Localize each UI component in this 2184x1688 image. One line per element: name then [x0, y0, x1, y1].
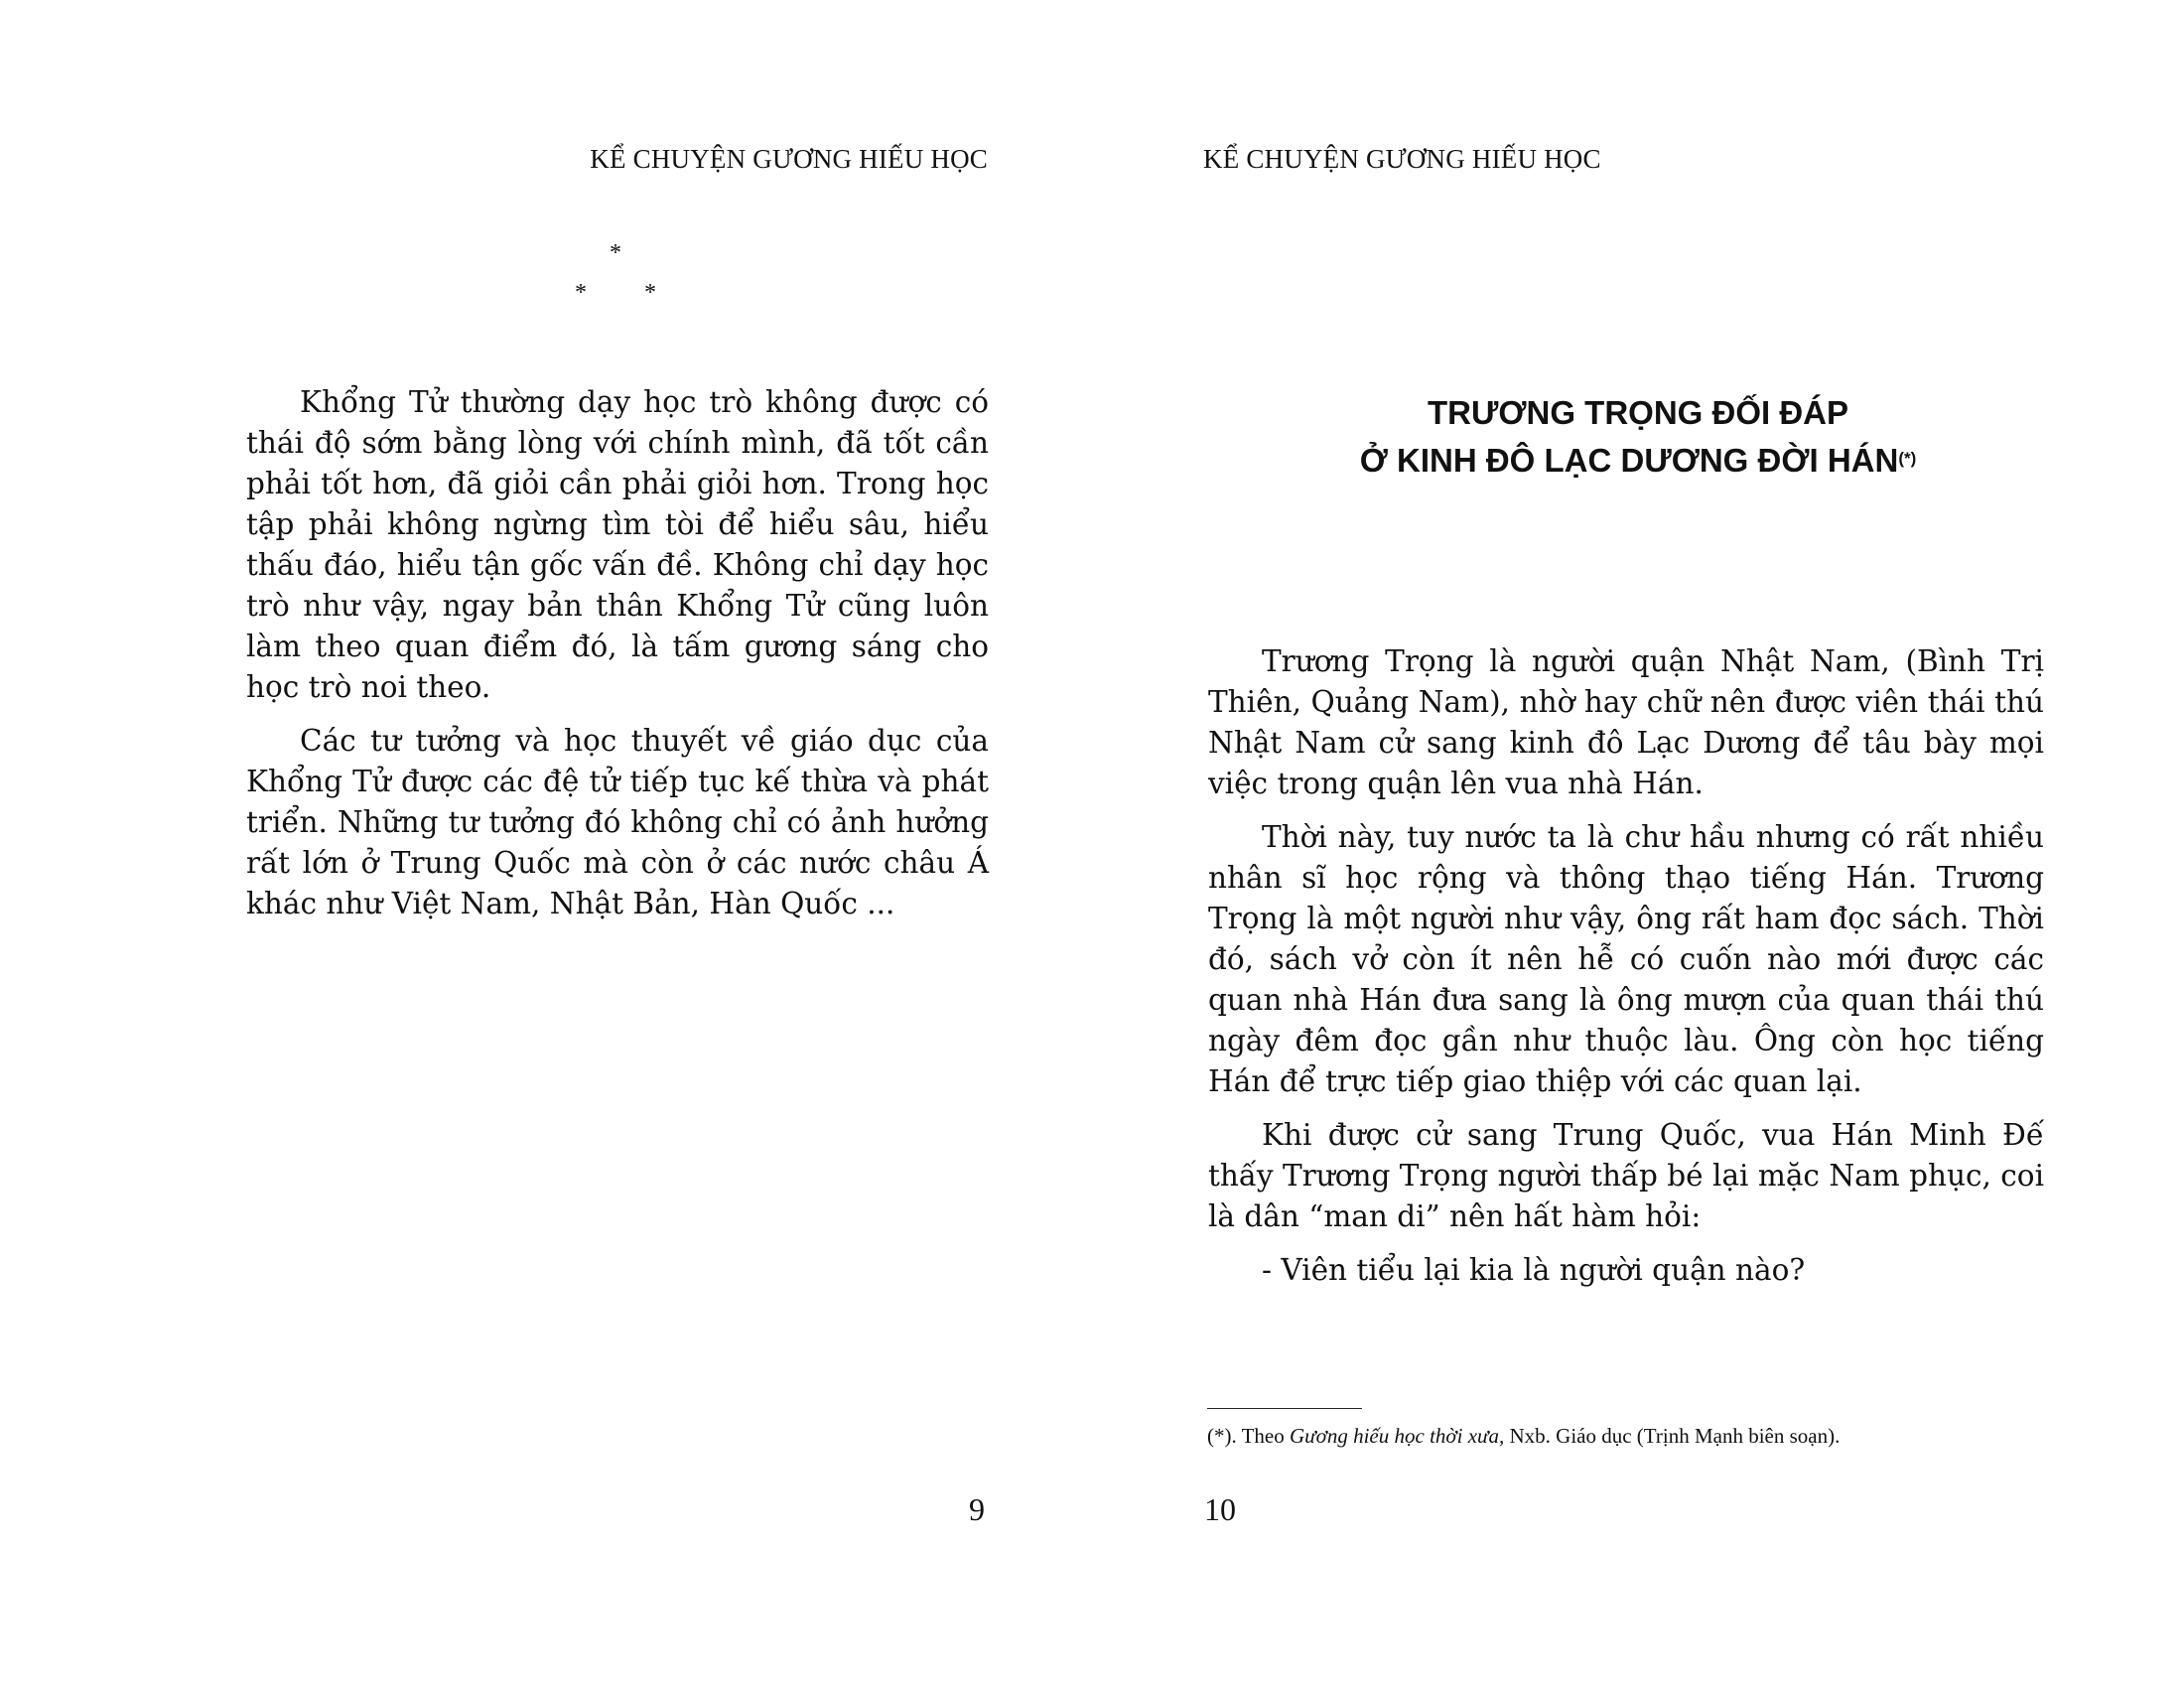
footnote-suffix: Nxb. Giáo dục (Trịnh Mạnh biên soạn).	[1504, 1424, 1841, 1448]
body-text	[246, 382, 989, 937]
paragraph: - Viên tiểu lại kia là người quận nào?	[1262, 1253, 1806, 1287]
paragraph: Thời này, tuy nước ta là chư hầu nhưng có rất nhiều nhân sĩ học rộng và thông thạo tiếng Hán. Trương Trọng là một người như vậy, ông rất ham đọc sách. Thời đó, sách vở còn ít nên hễ có cuốn nào mới được các quan nhà Hán đưa sang là ông mượn của quan thái thú ngày đêm đọc gần như thuộc làu. Ông còn học tiếng Hán để trực tiếp giao thiệp với các quan lại.	[1208, 820, 2044, 1098]
chapter-title-line	[1092, 437, 2184, 485]
page-number: 10	[1204, 1491, 1236, 1527]
section-ornament-star: *	[575, 280, 587, 306]
chapter-title-text: Ở KINH ĐÔ LẠC DƯƠNG ĐỜI HÁN	[1359, 442, 1899, 479]
footnote-divider	[1207, 1408, 1362, 1409]
footnote-source-title: Gương hiếu học thời xưa,	[1290, 1424, 1505, 1448]
section-ornament-star: *	[644, 280, 656, 306]
body-text	[1208, 641, 2044, 1304]
footnote	[1207, 1424, 2101, 1449]
running-header: KỂ CHUYỆN GƯƠNG HIẾU HỌC	[590, 144, 988, 174]
running-header: KỂ CHUYỆN GƯƠNG HIẾU HỌC	[1203, 144, 1601, 174]
footnote-marker[interactable]: (*)	[1898, 449, 1917, 468]
page-number: 9	[969, 1491, 985, 1527]
paragraph: Khổng Tử thường dạy học trò không được có thái độ sớm bằng lòng với chính mình, đã tốt cần phải tốt hơn, đã giỏi cần phải giỏi hơn. Trong học tập phải không ngừng tìm tòi để hiểu sâu, hiểu thấu đáo, hiểu tận gốc vấn đề. Không chỉ dạy học trò như vậy, ngay bản thân Khổng Tử cũng luôn làm theo quan điểm đó, là tấm gương sáng cho học trò noi theo.	[246, 385, 989, 704]
chapter-title	[1092, 389, 2184, 485]
footnote-prefix: (*). Theo	[1207, 1424, 1291, 1448]
paragraph: Khi được cử sang Trung Quốc, vua Hán Minh Đế thấy Trương Trọng người thấp bé lại mặc Nam phục, coi là dân “man di” nên hất hàm hỏi:	[1208, 1118, 2044, 1233]
paragraph: Các tư tưởng và học thuyết về giáo dục của Khổng Tử được các đệ tử tiếp tục kế thừa và phát triển. Những tư tưởng đó không chỉ có ảnh hưởng rất lớn ở Trung Quốc mà còn ở các nước châu Á khác như Việt Nam, Nhật Bản, Hàn Quốc ...	[246, 724, 989, 920]
right-page	[1092, 0, 2184, 1688]
section-ornament-star: *	[610, 240, 621, 266]
chapter-title-line: TRƯƠNG TRỌNG ĐỐI ĐÁP	[1427, 394, 1849, 431]
paragraph: Trương Trọng là người quận Nhật Nam, (Bình Trị Thiên, Quảng Nam), nhờ hay chữ nên được viên thái thú Nhật Nam cử sang kinh đô Lạc Dương để tâu bày mọi việc trong quận lên vua nhà Hán.	[1208, 644, 2044, 800]
